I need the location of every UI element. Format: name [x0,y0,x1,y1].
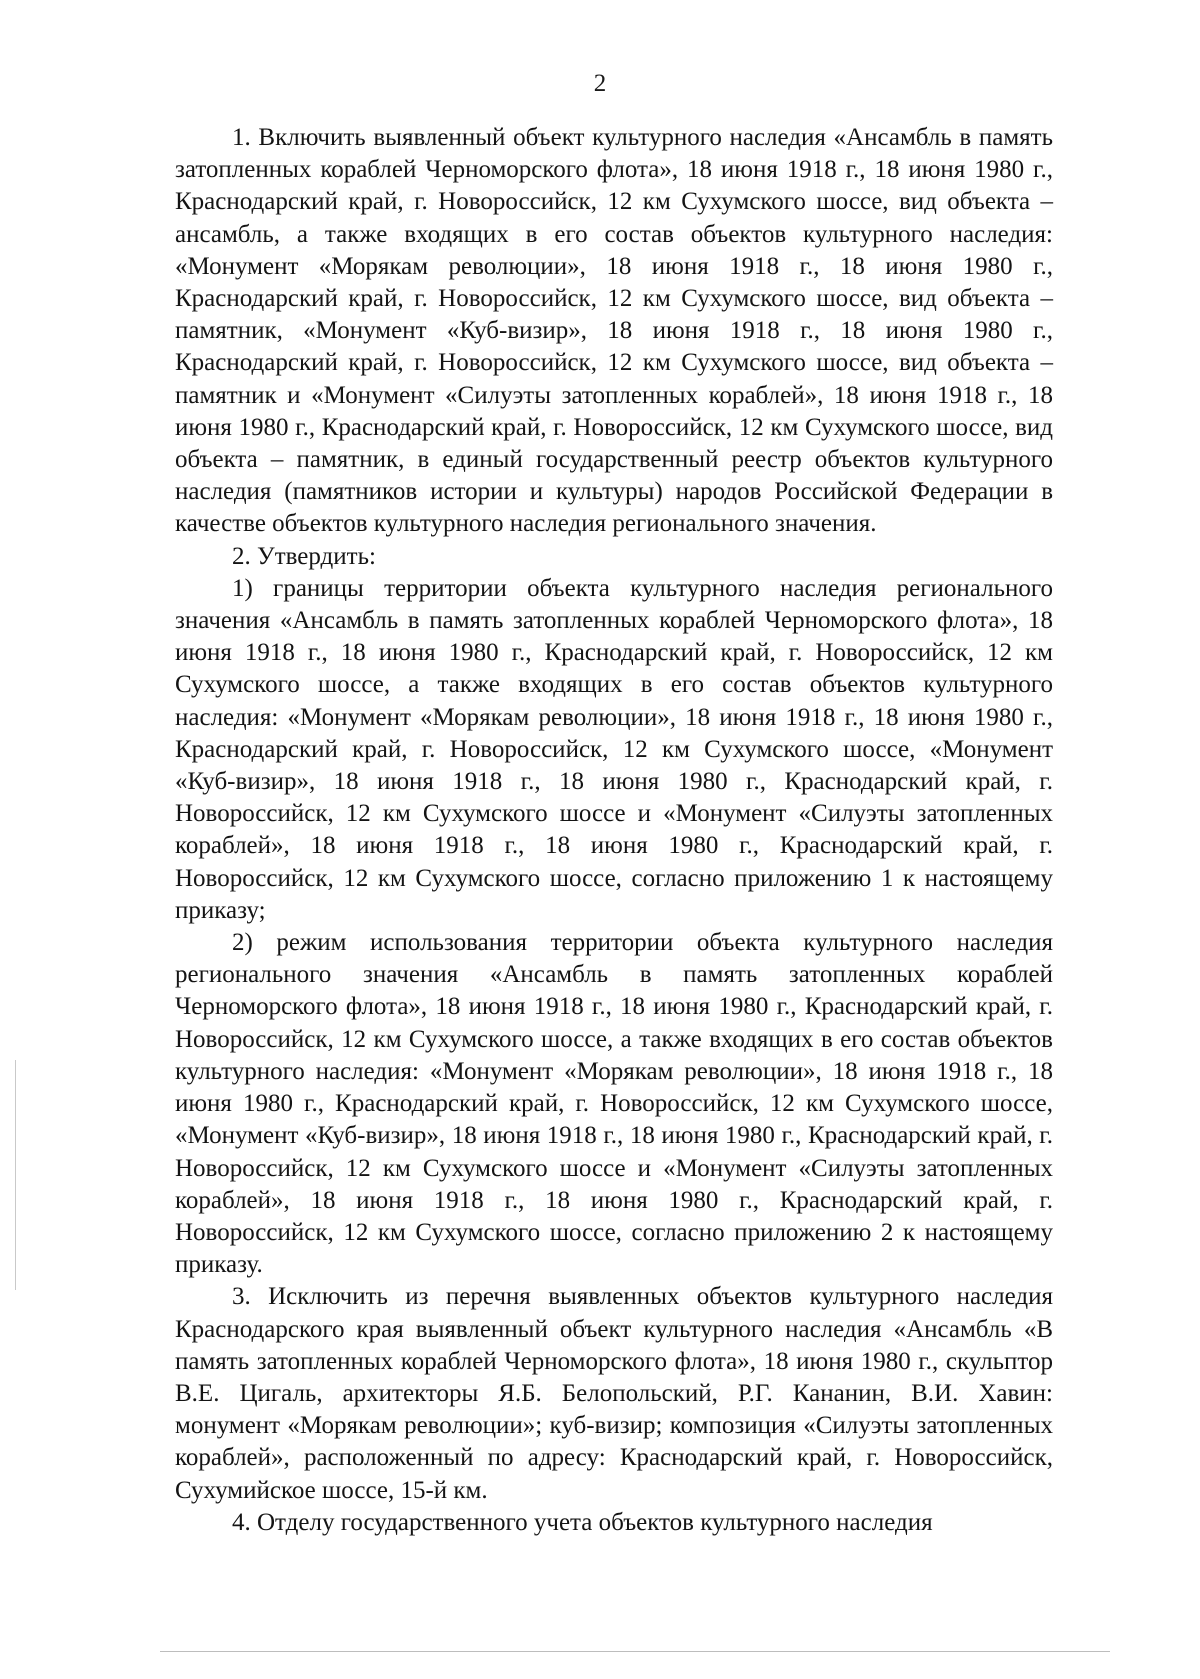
paragraph-item-1: 1. Включить выявленный объект культурного наследия «Ансамбль в память затопленных кораблей Черноморского флота», 18 июня 1918 г., 18 июня 1980 г., Краснодарский край, г. Новороссийск, 12 км Сухумского шоссе, вид объекта – ансамбль, а также входящих в его состав объектов культурного наследия: «Монумент «Морякам революции», 18 июня 1918 г., 18 июня 1980 г., Краснодарский край, г. Новороссийск, 12 км Сухумского шоссе, вид объекта – памятник, «Монумент «Куб-визир», 18 июня 1918 г., 18 июня 1980 г., Краснодарский край, г. Новороссийск, 12 км Сухумского шоссе, вид объекта – памятник и «Монумент «Силуэты затопленных кораблей», 18 июня 1918 г., 18 июня 1980 г., Краснодарский край, г. Новороссийск, 12 км Сухумского шоссе, вид объекта – памятник, в единый государственный реестр объектов культурного наследия (памятников истории и культуры) народов Российской Федерации в качестве объектов культурного наследия регионального значения. [175,124,1053,538]
paragraph-item-4: 4. Отделу государственного учета объектов культурного наследия [232,1508,933,1536]
document-body [175,122,1053,1539]
paragraph-subitem-2-2: 2) режим использования территории объекта культурного наследия регионального значения «Ансамбль в память затопленных кораблей Черноморского флота», 18 июня 1918 г., 18 июня 1980 г., Краснодарский край, г. Новороссийск, 12 км Сухумского шоссе, а также входящих в его состав объектов культурного наследия: «Монумент «Морякам революции», 18 июня 1918 г., 18 июня 1980 г., Краснодарский край, г. Новороссийск, 12 км Сухумского шоссе, «Монумент «Куб-визир», 18 июня 1918 г., 18 июня 1980 г., Краснодарский край, г. Новороссийск, 12 км Сухумского шоссе и «Монумент «Силуэты затопленных кораблей», 18 июня 1918 г., 18 июня 1980 г., Краснодарский край, г. Новороссийск, 12 км Сухумского шоссе, согласно приложению 2 к настоящему приказу. [175,929,1053,1279]
page-number: 2 [593,70,607,97]
paragraph-item-2-heading: 2. Утвердить: [232,542,376,570]
paragraph-subitem-2-1: 1) границы территории объекта культурного наследия регионального значения «Ансамбль в память затопленных кораблей Черноморского флота», 18 июня 1918 г., 18 июня 1980 г., Краснодарский край, г. Новороссийск, 12 км Сухумского шоссе, а также входящих в его состав объектов культурного наследия: «Монумент «Морякам революции», 18 июня 1918 г., 18 июня 1980 г., Краснодарский край, г. Новороссийск, 12 км Сухумского шоссе, «Монумент «Куб-визир», 18 июня 1918 г., 18 июня 1980 г., Краснодарский край, г. Новороссийск, 12 км Сухумского шоссе и «Монумент «Силуэты затопленных кораблей», 18 июня 1918 г., 18 июня 1980 г., Краснодарский край, г. Новороссийск, 12 км Сухумского шоссе, согласно приложению 1 к настоящему приказу; [175,574,1053,924]
scan-edge-mark [15,1060,16,1290]
paragraph-item-3: 3. Исключить из перечня выявленных объектов культурного наследия Краснодарского края выявленный объект культурного наследия «Ансамбль «В память затопленных кораблей Черноморского флота», 18 июня 1980 г., скульптор В.Е. Цигаль, архитекторы Я.Б. Белопольский, Р.Г. Кананин, В.И. Хавин: монумент «Морякам революции»; куб-визир; композиция «Силуэты затопленных кораблей», расположенный по адресу: Краснодарский край, г. Новороссийск, Сухумийское шоссе, 15-й км. [175,1283,1053,1504]
scan-bottom-line [160,1651,1110,1652]
